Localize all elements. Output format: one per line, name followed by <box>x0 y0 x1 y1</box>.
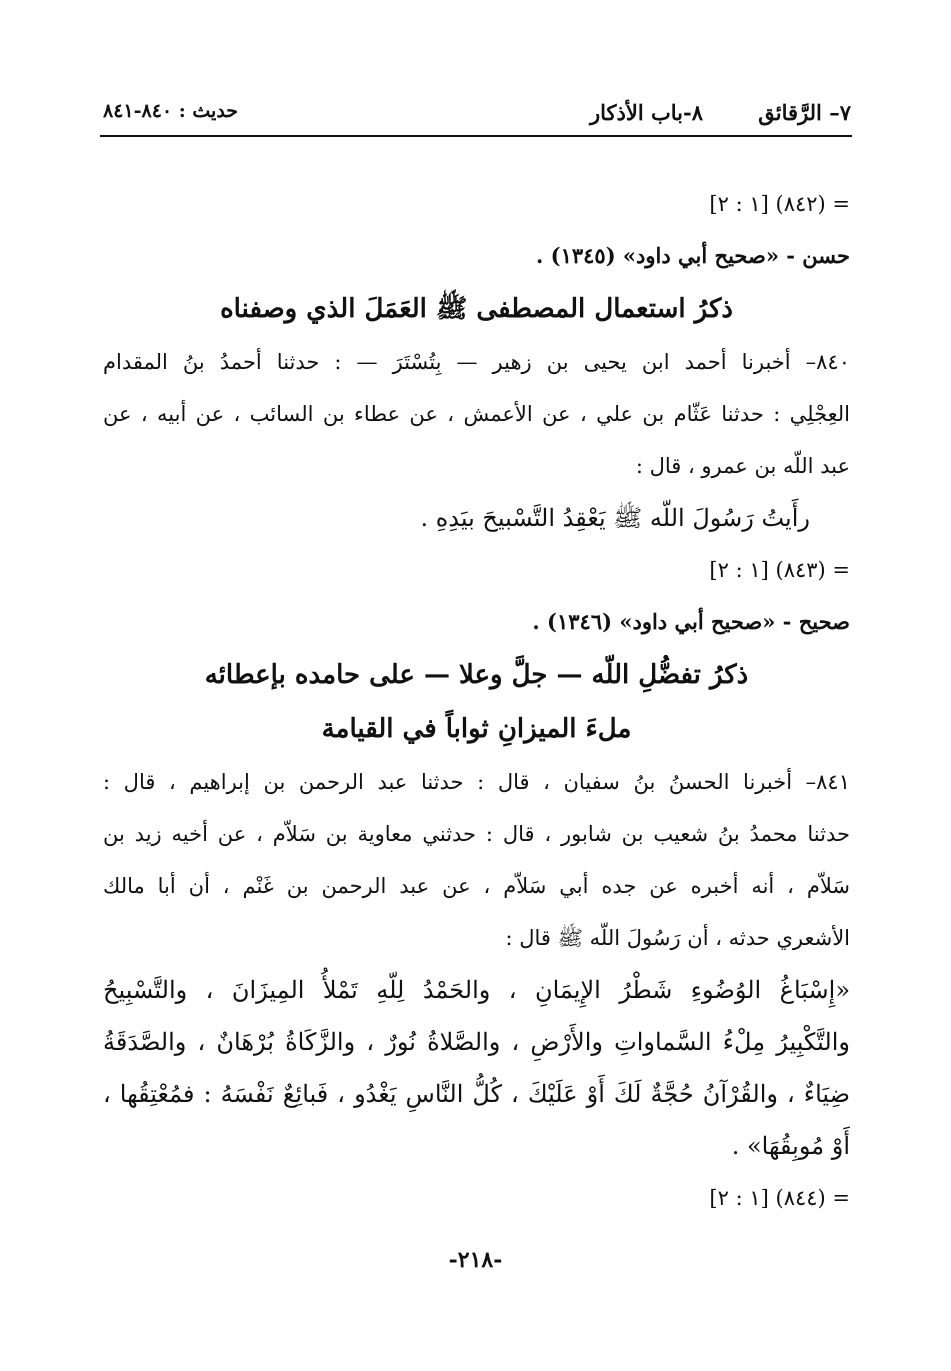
section-heading: ذكرُ استعمال المصطفى ﷺ العَمَلَ الذي وصفناه <box>220 294 733 324</box>
hadith-841-line: سَلاّم ، أنه أخبره عن جده أبي سَلاّم ، عن عبد الرحمن بن غَنْم ، أن أبا مالك <box>103 874 850 898</box>
hadith-text-line: أَوْ مُوبِقُهَا» . <box>731 1132 850 1160</box>
grading-line: صحيح - «صحيح أبي داود» (١٣٤٦) . <box>532 609 850 634</box>
hadith-841-line: الأشعري حدثه ، أن رَسُولَ اللّه ﷺ قال : <box>505 926 850 950</box>
hadith-text-line: ضِيَاءٌ ، والقُرْآنُ حُجَّةٌ لَكَ أَوْ عَلَيْكَ ، كُلُّ النَّاسِ يَغْدُو ، فَبائِعٌ نَفْسَهُ : فمُعْتِقُها ، <box>103 1080 850 1108</box>
page-number: -٢١٨- <box>448 1247 503 1273</box>
hadith-text-line: والتَّكْبِيرُ مِلْءُ السَّماواتِ والأَرْضِ ، والصَّلاةُ نُورٌ ، والزَّكَاةُ بُرْهَانٌ ، والصَّدَقَةُ <box>103 1028 850 1056</box>
header-book: ٧– الرَّقائق <box>758 100 851 125</box>
header-chapter: ٨-باب الأذكار <box>589 100 703 125</box>
hadith-text-line: «إِسْبَاغُ الوُضُوءِ شَطْرُ الإِيمَانِ ، والحَمْدُ لِلّهِ تَمْلأُ المِيزَانَ ، والتَّسْبِيحُ <box>103 976 850 1004</box>
header-rule <box>100 135 852 137</box>
page-body <box>103 178 850 1224</box>
section-heading: ملءَ الميزانِ ثواباً في القيامة <box>321 714 632 744</box>
section-heading: ذكرُ تفضُّلِ اللّه — جلَّ وعلا — على حامده بإعطائه <box>204 660 749 690</box>
hadith-840-line: عبد اللّه بن عمرو ، قال : <box>635 454 850 478</box>
header-hadith-range: حديث : ٨٤٠-٨٤١ <box>103 100 239 122</box>
hadith-840-line: العِجْلِي : حدثنا عَثّام بن علي ، عن الأعمش ، عن عطاء بن السائب ، عن أبيه ، عن <box>103 402 850 426</box>
hadith-841-line: حدثنا محمدُ بنُ شعيب بن شابور ، قال : حدثني معاوية بن سَلاّم ، عن أخيه زيد بن <box>103 822 850 846</box>
reference-line: = (٨٤٤) [١ : ٢] <box>709 1186 850 1210</box>
hadith-841-line: ٨٤١– أخبرنا الحسنُ بنُ سفيان ، قال : حدثنا عبد الرحمن بن إبراهيم ، قال : <box>103 770 850 794</box>
reference-line: = (٨٤٢) [١ : ٢] <box>709 192 850 216</box>
reference-line: = (٨٤٣) [١ : ٢] <box>709 558 850 582</box>
hadith-text-line: رأَيتُ رَسُولَ اللّه ﷺ يَعْقِدُ التَّسْبيحَ بيَدِهِ . <box>420 504 810 532</box>
hadith-840-line: ٨٤٠– أخبرنا أحمد ابن يحيى بن زهير — بِتُسْتَرَ — : حدثنا أحمدُ بنُ المقدام <box>103 350 850 374</box>
grading-line: حسن - «صحيح أبي داود» (١٣٤٥) . <box>536 243 850 268</box>
